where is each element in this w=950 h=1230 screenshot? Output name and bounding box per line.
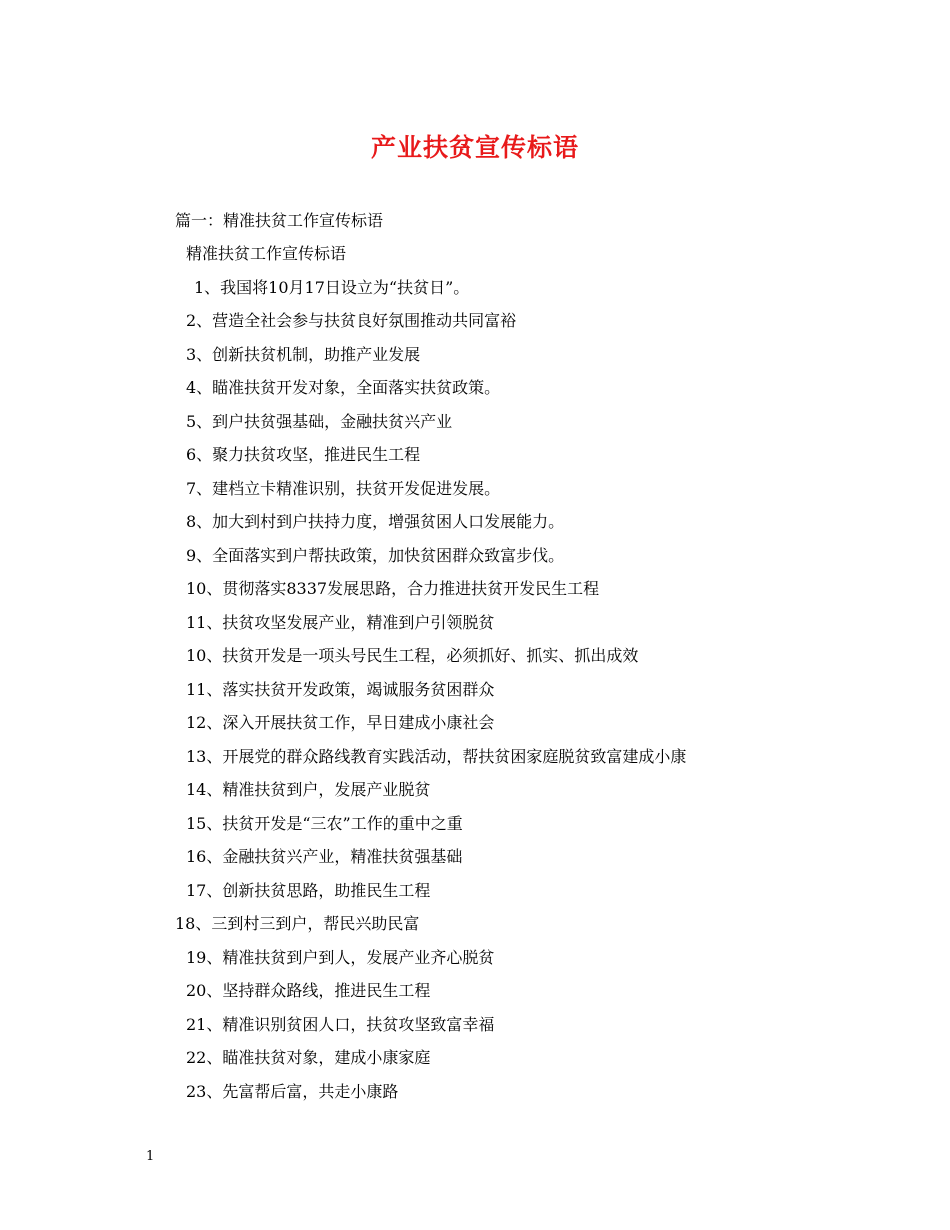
list-item: 17、创新扶贫思路，助推民生工程 bbox=[186, 881, 431, 900]
list-item: 9、全面落实到户帮扶政策，加快贫困群众致富步伐。 bbox=[186, 546, 565, 565]
list-item: 13、开展党的群众路线教育实践活动，帮扶贫困家庭脱贫致富建成小康 bbox=[186, 747, 687, 766]
list-item: 4、瞄准扶贫开发对象，全面落实扶贫政策。 bbox=[186, 378, 501, 397]
list-item: 23、先富帮后富，共走小康路 bbox=[186, 1082, 399, 1101]
list-item: 20、坚持群众路线，推进民生工程 bbox=[186, 981, 431, 1000]
list-item: 1、我国将10月17日设立为“扶贫日”。 bbox=[194, 278, 470, 297]
section-heading: 篇一：精准扶贫工作宣传标语 bbox=[175, 211, 384, 230]
list-item: 22、瞄准扶贫对象，建成小康家庭 bbox=[186, 1048, 431, 1067]
list-item: 11、扶贫攻坚发展产业，精准到户引领脱贫 bbox=[186, 613, 495, 632]
list-item: 12、深入开展扶贫工作，早日建成小康社会 bbox=[186, 713, 495, 732]
list-item: 16、金融扶贫兴产业，精准扶贫强基础 bbox=[186, 847, 463, 866]
list-item: 19、精准扶贫到户到人，发展产业齐心脱贫 bbox=[186, 948, 495, 967]
list-item: 6、聚力扶贫攻坚，推进民生工程 bbox=[186, 445, 421, 464]
list-item: 18、三到村三到户，帮民兴助民富 bbox=[175, 914, 420, 933]
list-item: 21、精准识别贫困人口，扶贫攻坚致富幸福 bbox=[186, 1015, 495, 1034]
page-number: 1 bbox=[146, 1149, 155, 1164]
list-item: 3、创新扶贫机制，助推产业发展 bbox=[186, 345, 421, 364]
subheading: 精准扶贫工作宣传标语 bbox=[186, 244, 347, 263]
list-item: 14、精准扶贫到户，发展产业脱贫 bbox=[186, 780, 431, 799]
list-item: 5、到户扶贫强基础，金融扶贫兴产业 bbox=[186, 412, 453, 431]
list-item: 11、落实扶贫开发政策，竭诚服务贫困群众 bbox=[186, 680, 495, 699]
list-item: 7、建档立卡精准识别，扶贫开发促进发展。 bbox=[186, 479, 501, 498]
list-item: 2、营造全社会参与扶贫良好氛围推动共同富裕 bbox=[186, 311, 517, 330]
list-item: 10、扶贫开发是一项头号民生工程，必须抓好、抓实、抓出成效 bbox=[186, 646, 639, 665]
list-item: 8、加大到村到户扶持力度，增强贫困人口发展能力。 bbox=[186, 512, 565, 531]
list-item: 15、扶贫开发是“三农”工作的重中之重 bbox=[186, 814, 463, 833]
document-title: 产业扶贫宣传标语 bbox=[370, 133, 579, 162]
list-item: 10、贯彻落实8337发展思路，合力推进扶贫开发民生工程 bbox=[186, 579, 600, 598]
